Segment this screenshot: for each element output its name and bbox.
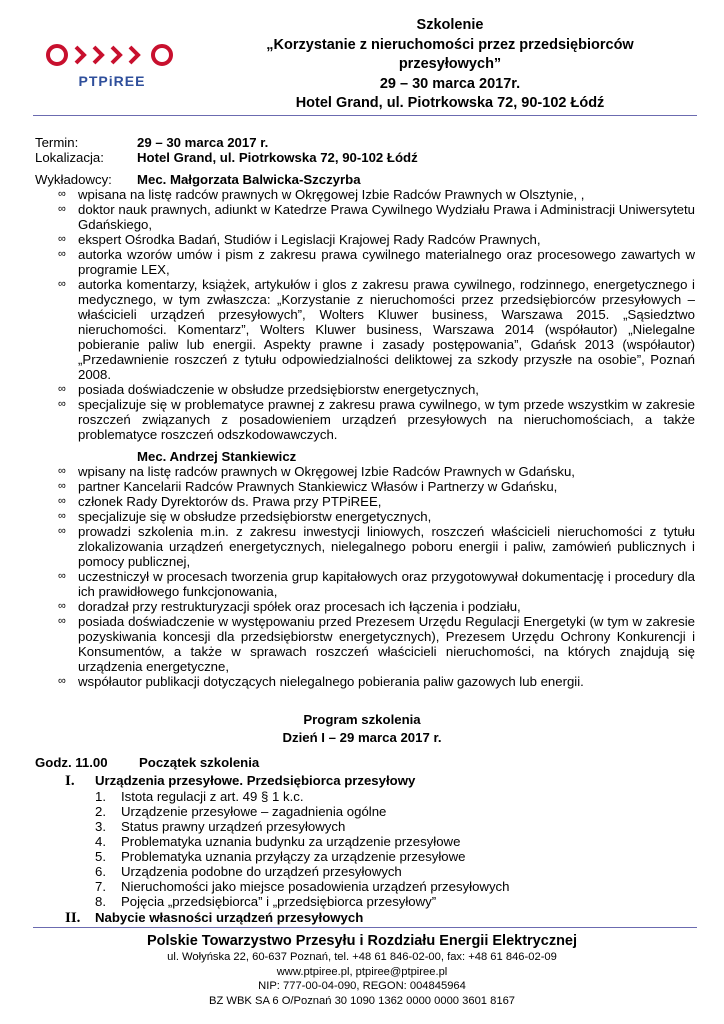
- list-item: ∞ posiada doświadczenie w obsłudze przedsiębiorstw energetycznych,: [58, 382, 479, 397]
- bullet-icon: ∞: [58, 510, 66, 522]
- footer-org-name: Polskie Towarzystwo Przesyłu i Rozdziału Energii Elektrycznej: [146, 933, 578, 949]
- lecturer-2-heading: [35, 449, 695, 464]
- bullet-icon: ∞: [58, 278, 66, 290]
- bullet-icon: ∞: [58, 525, 66, 537]
- header-line-2: „Korzystanie z nieruchomości przez przedsiębiorców: [266, 36, 634, 53]
- termin-row: [35, 135, 695, 150]
- section-heading: [65, 910, 363, 926]
- header-line-1: Szkolenie: [416, 17, 484, 33]
- logo-text: PTPiREE: [78, 73, 146, 89]
- lokalizacja-label: Lokalizacja:: [35, 150, 104, 165]
- bullet-icon: ∞: [58, 203, 66, 215]
- list-item: 2. Urządzenie przesyłowe – zagadnienia ogólne: [95, 804, 387, 819]
- list-item: ∞ partner Kancelarii Radców Prawnych Stankiewicz Własów i Partnerzy w Gdańsku,: [58, 479, 558, 494]
- section-1-items: [95, 789, 509, 909]
- footer-address: ul. Wołyńska 22, 60-637 Poznań, tel. +48 61 846-02-00, fax: +48 61 846-02-09: [167, 951, 557, 963]
- list-item: 1. Istota regulacji z art. 49 § 1 k.c.: [95, 789, 304, 804]
- list-item: 7. Nieruchomości jako miejsce posadowienia urządzeń przesyłowych: [95, 879, 510, 894]
- header-line-4: 29 – 30 marca 2017r.: [379, 75, 521, 92]
- list-item: 6. Urządzenia podobne do urządzeń przesyłowych: [95, 864, 402, 879]
- lecturer-1-name: Mec. Małgorzata Balwicka-Szczyrba: [137, 172, 361, 187]
- lecturer-1-block: [35, 172, 695, 442]
- bullet-icon: ∞: [58, 675, 66, 687]
- list-item: ∞ doktor nauk prawnych, adiunkt w Katedrze Prawa Cywilnego Wydziału Prawa i Administracji Uniwersytetu Gdańskiego,: [58, 202, 695, 232]
- list-item: ∞ ekspert Ośrodka Badań, Studiów i Legislacji Krajowej Rady Radców Prawnych,: [58, 232, 541, 247]
- lecturer-1-list: [35, 187, 695, 442]
- list-item: ∞ współautor publikacji dotyczących nielegalnego pobierania paliw gazowych lub energii.: [58, 674, 584, 689]
- header-divider: [33, 115, 697, 116]
- bullet-icon: ∞: [58, 495, 66, 507]
- list-item: ∞ specjalizuje się w problematyce prawnej z zakresu prawa cywilnego, w tym przede wszystkim w zakresie roszczeń związanych z posadowieniem urządzeń przesyłowych na nieruchomościach, a także problematyce roszczeń odszkodowawczych.: [58, 397, 695, 442]
- list-item: ∞ doradzał przy restrukturyzacji spółek oraz procesach ich łączenia i podziału,: [58, 599, 521, 614]
- program-start-label: Początek szkolenia: [139, 755, 260, 770]
- lokalizacja-value: Hotel Grand, ul. Piotrkowska 72, 90-102 Łódź: [137, 150, 418, 165]
- header-line-3: przesyłowych”: [398, 56, 502, 72]
- lecturer-1-heading: [35, 172, 695, 187]
- lokalizacja-row: [35, 150, 695, 165]
- list-item: ∞ specjalizuje się w obsłudze przedsiębiorstw energetycznych,: [58, 509, 432, 524]
- list-item: ∞ wpisany na listę radców prawnych w Okręgowej Izbie Radców Prawnych w Gdańsku,: [58, 464, 575, 479]
- header-line-5: Hotel Grand, ul. Piotrkowska 72, 90-102 Łódź: [295, 95, 605, 111]
- lecturer-2-block: [35, 449, 695, 689]
- list-item: ∞ autorka komentarzy, książek, artykułów i glos z zakresu prawa cywilnego, rodzinnego, energetycznego i medycznego, w tym zwłaszcza: „Korzystanie z nieruchomości przez przedsiębiorców przesyłowych – właścicieli urządzeń przesyłowych”, Wolters Kluwer business, Warszawa 2015. „Sąsiedztwo nieruchomości. Komentarz”, Wolters Kluwer business, Warszawa 2014 (współautor) „Nielegalne pobieranie paliw lub energii. Aspekty prawne i zasady postępowania”, Gdańsk 2013 (współautor) „Przedawnienie roszczeń z tytułu odpowiedzialności deliktowej za szkody przyszłe na osobie”, Poznań 2008.: [58, 277, 695, 382]
- list-item: ∞ posiada doświadczenie w występowaniu przed Prezesem Urzędu Regulacji Energetyki (w tym w zakresie pozyskiwania koncesji dla przedsiębiorstw energetycznych), Prezesem Urzędu Ochrony Konkurencji i Konsumentów, a także w sprawach roszczeń właścicieli nieruchomości, na których znajdują się urządzenia energetyczne,: [58, 614, 695, 674]
- section-title: Nabycie własności urządzeń przesyłowych: [95, 910, 364, 925]
- program-start-time: Godz. 11.00: [35, 755, 108, 770]
- list-item: 5. Problematyka uznania przyłączy za urządzenie przesyłowe: [95, 849, 466, 864]
- ptpiree-logo: [44, 42, 180, 96]
- bullet-icon: ∞: [58, 615, 66, 627]
- bullet-icon: ∞: [58, 233, 66, 245]
- list-item: ∞ prowadzi szkolenia m.in. z zakresu inwestycji liniowych, roszczeń właścicieli nieruchomości z tytułu zlokalizowania urządzeń energetycznych, nielegalnego poboru energii i paliw, zamówień publicznych i pomocy publicznej,: [58, 524, 695, 569]
- lecturer-2-list: [35, 464, 695, 689]
- bullet-icon: ∞: [58, 465, 66, 477]
- bullet-icon: ∞: [58, 383, 66, 395]
- termin-value: 29 – 30 marca 2017 r.: [137, 135, 269, 150]
- footer-divider: [33, 927, 697, 928]
- bullet-icon: ∞: [58, 248, 66, 260]
- bullet-icon: ∞: [58, 570, 66, 582]
- list-item: 3. Status prawny urządzeń przesyłowych: [95, 819, 346, 834]
- footer: [0, 933, 724, 1008]
- footer-bank: BZ WBK SA 6 O/Poznań 30 1090 1362 0000 0000 3601 8167: [208, 994, 516, 1007]
- termin-label: Termin:: [35, 135, 79, 150]
- section-heading: [65, 773, 415, 789]
- section-number: II.: [65, 910, 81, 926]
- list-item: ∞ członek Rady Dyrektorów ds. Prawa przy PTPiREE,: [58, 494, 382, 509]
- list-item: 4. Problematyka uznania budynku za urządzenie przesyłowe: [95, 834, 461, 849]
- lecturer-2-name: Mec. Andrzej Stankiewicz: [137, 449, 297, 464]
- list-item: ∞ wpisana na listę radców prawnych w Okręgowej Izbie Radców Prawnych w Olsztynie, ,: [58, 187, 585, 202]
- section-number: I.: [65, 773, 75, 789]
- list-item: ∞ uczestniczył w procesach tworzenia grup kapitałowych oraz przygotowywał dokumentację i procedury dla ich prawidłowego funkcjonowania,: [58, 569, 695, 599]
- list-item: 8. Pojęcia „przedsiębiorca” i „przedsiębiorca przesyłowy”: [95, 894, 437, 909]
- footer-ids: NIP: 777-00-04-090, REGON: 004845964: [258, 980, 466, 992]
- bullet-icon: ∞: [58, 188, 66, 200]
- document-header: [200, 16, 700, 114]
- footer-web: www.ptpiree.pl, ptpiree@ptpiree.pl: [276, 965, 448, 978]
- lecturers-label: Wykładowcy:: [35, 172, 112, 187]
- program-title: Program szkolenia: [303, 712, 421, 727]
- bullet-icon: ∞: [58, 398, 66, 410]
- list-item: ∞ autorka wzorów umów i pism z zakresu prawa cywilnego materialnego oraz procesowego zawartych w programie LEX,: [58, 247, 695, 277]
- section-title: Urządzenia przesyłowe. Przedsiębiorca przesyłowy: [95, 773, 416, 788]
- bullet-icon: ∞: [58, 600, 66, 612]
- program-day: Dzień I – 29 marca 2017 r.: [282, 730, 442, 745]
- logo-mark-icon: [44, 42, 180, 72]
- program-start-row: [35, 755, 259, 770]
- bullet-icon: ∞: [58, 480, 66, 492]
- event-meta: [35, 135, 695, 165]
